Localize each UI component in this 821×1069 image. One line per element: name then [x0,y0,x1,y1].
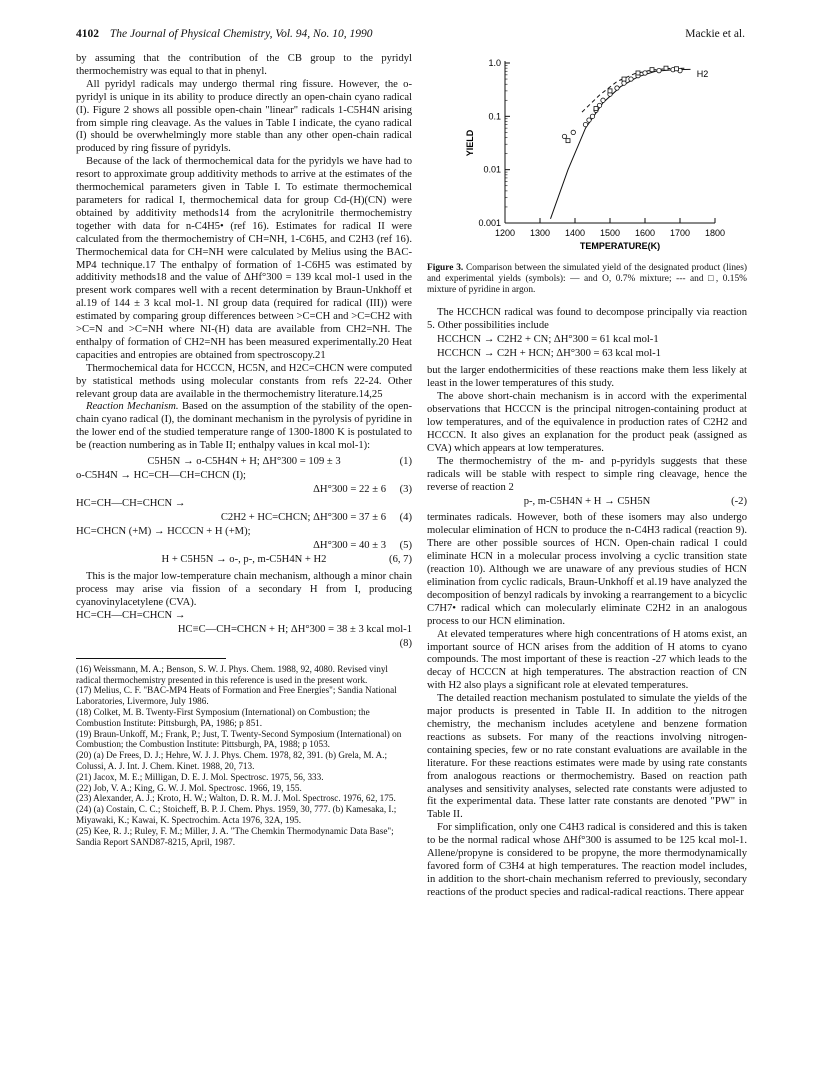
x-tick-label: 1800 [704,228,726,238]
x-tick-label: 1600 [634,228,656,238]
footnote: (21) Jacox, M. E.; Milligan, D. E. J. Mol. Spectrosc. 1975, 56, 333. [76,771,324,782]
page-header-authors: Mackie et al. [685,28,745,40]
footnote: (16) Weissmann, M. A.; Benson, S. W. J. Phys. Chem. 1988, 92, 4080. Revised vinyl radical thermochemistry presented in this reference is used in the present work. [76,663,388,685]
figure-caption [427,263,747,297]
data-point-circle [629,77,633,81]
data-point-square [675,67,679,71]
equation-6-7: H + C5H5N → o-, p-, m-C5H4N + H2 (6, 7) [161,554,412,566]
data-point-circle [587,118,591,122]
data-point-square [608,89,612,93]
paragraph: The detailed reaction mechanism postulated to simulate the yields of the major products is presented in Table II. In addition to the nitrogen chemistry, the mechanism includes acetylene and benzene formation reactions as subsets. For many of the reactions involving nitrogen-containing species, few or no rate constant evaluations are available in the literature. For these reactions estimates were made by using rate constants from analogous reactions or thermochemistry. Based on reaction path analyses and sensitivity analyses, selected rate constants were adjusted to fit the experimental data. These latter rate constants are denoted "PW" in Table II. [427,693,747,821]
footnote: (25) Kee, R. J.; Ruley, F. M.; Miller, J. A. "The Chemkin Thermodynamic Data Base"; Sandia Report SAND87-8215, April, 1987. [76,825,394,847]
equation-4-line-a: HC=CH—CH=CHCN → [76,498,186,510]
equation-4-line-b: C2H2 + HC=CHCN; ΔH°300 = 37 ± 6 (4) [220,512,412,524]
x-tick-label: 1500 [599,228,621,238]
equation-8-line-a: HC=CH—CH=CHCN → [76,609,186,621]
data-point-circle [622,81,626,85]
yield-chart [427,53,747,263]
data-point-square [650,68,654,72]
footnote: (18) Colket, M. B. Twenty-First Symposium (International) on Combustion; the Combustion Institute: Pittsburgh, PA, 1986; p 851. [76,707,370,728]
paragraph: Thermochemical data for HCCCN, HC5N, and H2C=CHCN were computed by statistical methods using molecular constants from refs 22-24. Other relevant group data are available in the thermochemistry literature.14,25 [76,362,412,400]
equation-1: C5H5N → o-C5H4N + H; ΔH°300 = 109 ± 3 (1) [147,456,412,468]
y-tick-label: 0.001 [478,218,501,228]
data-point-square [594,107,598,111]
section-run-in-title: Reaction Mechanism. [86,401,179,413]
data-point-circle [571,130,575,134]
footnote: (20) (a) De Frees, D. J.; Hehre, W. J. J. Phys. Chem. 1978, 82, 391. (b) Grela, M. A.; Colussi, A. J. Int. J. Chem. Kinet. 1988, 20, 713. [76,750,388,771]
x-tick-label: 1200 [494,228,516,238]
footnote-divider [76,658,226,659]
footnote: (23) Alexander, A. J.; Kroto, H. W.; Walton, D. R. M. J. Mol. Spectrosc. 1976, 62, 175. [76,793,396,804]
series-label: H2 [696,68,709,79]
figure-3 [427,53,747,263]
paragraph: The HCCHCN radical was found to decompose principally via reaction 5. Other possibilities include [427,306,747,331]
y-tick-label: 0.01 [483,164,501,175]
caption-label: Figure 3. [427,263,464,273]
footnote: (17) Melius, C. F. "BAC-MP4 Heats of Formation and Free Energies"; Sandia National Laboratories, Livermore, July 1986. [76,685,397,707]
paragraph: This is the major low-temperature chain mechanism, although a minor chain process may arise via fission of a secondary H from I, producing cyanovinylacetylene (CVA). [76,571,412,608]
paragraph: The above short-chain mechanism is in accord with the experimental observations that HCCCN is the principal nitrogen-containing product at low temperatures, and of the equivalence in production rates of C2H2 and HCCCN. It also gives an explanation for the product peak (assigned as CVA) which appears at low temperatures. [427,391,747,454]
equation-8-number: (8) [399,637,412,649]
footnote: (22) Job, V. A.; King, G. W. J. Mol. Spectrosc. 1966, 19, 155. [76,782,302,793]
x-tick-label: 1400 [564,228,586,238]
caption-text: Comparison between the simulated yield of the designated product (lines) and experimental yields (symbols): — and O, 0.7% mixture; --- and □, 0.15% mixture of pyridine in argon. [427,263,747,296]
data-point-circle [643,71,647,75]
paragraph: by assuming that the contribution of the CB group to the pyridyl thermochemistry was equal to that in phenyl. [76,53,412,77]
data-point-circle [657,68,661,72]
x-tick-label: 1300 [529,228,551,238]
y-tick-label: 0.1 [488,111,501,122]
x-tick-label: 1700 [669,228,691,238]
footnote: (24) (a) Costain, C. C.; Stoicheff, B. P. J. Chem. Phys. 1959, 30, 777. (b) Kamesaka, I.; Miyawaki, K.; Kawai, K. Spectrochim. Acta 1976, 32A, 195. [76,804,397,825]
paragraph: At elevated temperatures where high concentrations of H atoms exist, an important source of HCN arises from the addition of H atoms to cyano compounds. The most important of these is reaction -27 which leads to the decay of HCCCN at high temperatures. The abstraction reaction of CN with H2 also plays a significant role at elevated temperatures. [427,628,747,692]
footnote: (19) Braun-Unkoff, M.; Frank, P.; Just, T. Twenty-Second Symposium (International) on Combustion; the Combustion Institute: Pittsburgh, PA, 1988; p 1053. [76,728,402,750]
footnotes [76,664,412,848]
paragraph: For simplification, only one C4H3 radical is considered and this is taken to be the normal radical whose ΔHf°300 is assumed to be 125 kcal mol-1. Allene/propyne is considered to be propyne, the more thermodynamically favored form of C3H4 at high temperatures. The reaction model includes, in addition to the short-chain mechanism referred to previously, secondary reactions of the product species and radical-radical reactions. There appear [427,822,747,898]
journal-citation: The Journal of Physical Chemistry, Vol. 94, No. 10, 1990 [109,28,373,40]
page-header-left [76,28,372,40]
data-point-square [664,66,668,70]
equation-hcchcn-a: HCCHCN → C2H2 + CN; ΔH°300 = 61 kcal mol-1 [437,334,659,346]
data-point-circle [562,134,566,138]
left-column [76,53,412,847]
data-point-circle [583,122,587,126]
paragraph: Because of the lack of thermochemical data for the pyridyls we have had to resort to approximate group additivity methods to arrive at the estimates of the thermochemical parameters given in Table I. To estimate thermochemical parameters for radical I, thermochemical data for group Cd-(H)(CN) were obtained by additivity methods14 from the acrylonitrile thermochemistry together with data for n-C4H5• (ref 16). Estimates for radical II were calculated from the thermochemistry of CH=NH, 1-C6H5, and C2H3 (ref 16). Thermochemical data for CH=NH were calculated by Melius using the BAC-MP4 technique.17 The enthalpy of formation of 1-C6H5 was estimated by additivity methods18 and the value of ΔHf°300 = 139 kcal mol-1 used in the present work compares well with a recent determination by Braun-Unkhoff et al.19 of 144 ± 3 kcal mol-1. NI group data (required for radical (III)) were estimated by comparing group differences between >C=CH and >C=CH2 with >C=N and >C=NH where NI-(H) data are available from CH2=NH. The enthalpy of formation of CH2=NH has been measured experimentally.20 Heat capacities and entropies are obtained from spectroscopy.21 [76,156,412,361]
paragraph: The thermochemistry of the m- and p-pyridyls suggests that these radicals will be stable with respect to simple ring cleavage, hence the reverse of reaction 2 [427,455,747,493]
y-axis-title: YIELD [465,129,475,157]
data-point-circle [601,98,605,102]
paragraph: terminates radicals. However, both of these isomers may also undergo molecular elimination of HCN to produce the n-C4H3 radical (reaction 9). There are other possible sources of HCN. Open-chain radical I could eliminate HCN in a molecular process involving a cyclic transition state (reaction 10). Although we are unaware of any previous studies of HCN elimination from cyclic radicals, Braun-Unkhoff et al.19 have analyzed the decomposition of benzyl radicals by invoking a rearrangement to a bicyclic C7H7• radical which can molecularly eliminate C2H2 in an analogous process to our HCN elimination. [427,512,747,627]
equation-3-line-a: o-C5H4N → HC=CH—CH=CHCN (I); [76,470,246,482]
right-column [427,53,747,900]
paragraph: but the larger endothermicities of these reactions make them less likely at least in the lower temperatures of this study. [427,365,747,390]
equation-8-line-b: HC≡C—CH=CHCN + H; ΔH°300 = 38 ± 3 kcal mol-1 [177,623,412,635]
paragraph-text: Based on the assumption of the stability of the open-chain cyano radical (I), the dominant mechanism in the pyrolysis of pyridine in the lower end of the studied temperature range of 1300-1800 K is postulated to be (reaction numbering as in Table II; enthalpy values in kcal mol-1): [76,401,413,452]
data-point-circle [590,114,594,118]
equation-hcchcn-b: HCCHCN → C2H + HCN; ΔH°300 = 63 kcal mol-1 [437,348,661,360]
equation-5-line-b: ΔH°300 = 40 ± 3 (5) [313,540,412,552]
paragraph [76,401,412,453]
data-point-square [636,71,640,75]
equation-minus-2: p-, m-C5H4N + H → C5H5N (-2) [523,496,747,508]
y-tick-label: 1.0 [488,58,501,68]
data-point-circle [615,86,619,90]
equation-5-line-a: HC=CHCN (+M) → HCCCN + H (+M); [76,526,251,538]
page-number: 4102 [76,28,99,40]
data-point-square [622,77,626,81]
simulated-line-solid [551,69,691,218]
x-axis-title: TEMPERATURE(K) [579,241,661,251]
equation-3-line-b: ΔH°300 = 22 ± 6 (3) [313,484,412,496]
paragraph: All pyridyl radicals may undergo thermal ring fissure. However, the o-pyridyl is unique in its ability to produce directly an open-chain cyano radical (I). Figure 2 shows all possible open-chain "linear" radicals 1-C5H4N arising from simple ring cleavage. As the values in Table I indicate, the cyano radical (I) should be overwhelmingly more stable than any other open-chain radical produced by ring fissure of pyridyls. [76,78,412,155]
data-point-square [566,139,570,143]
